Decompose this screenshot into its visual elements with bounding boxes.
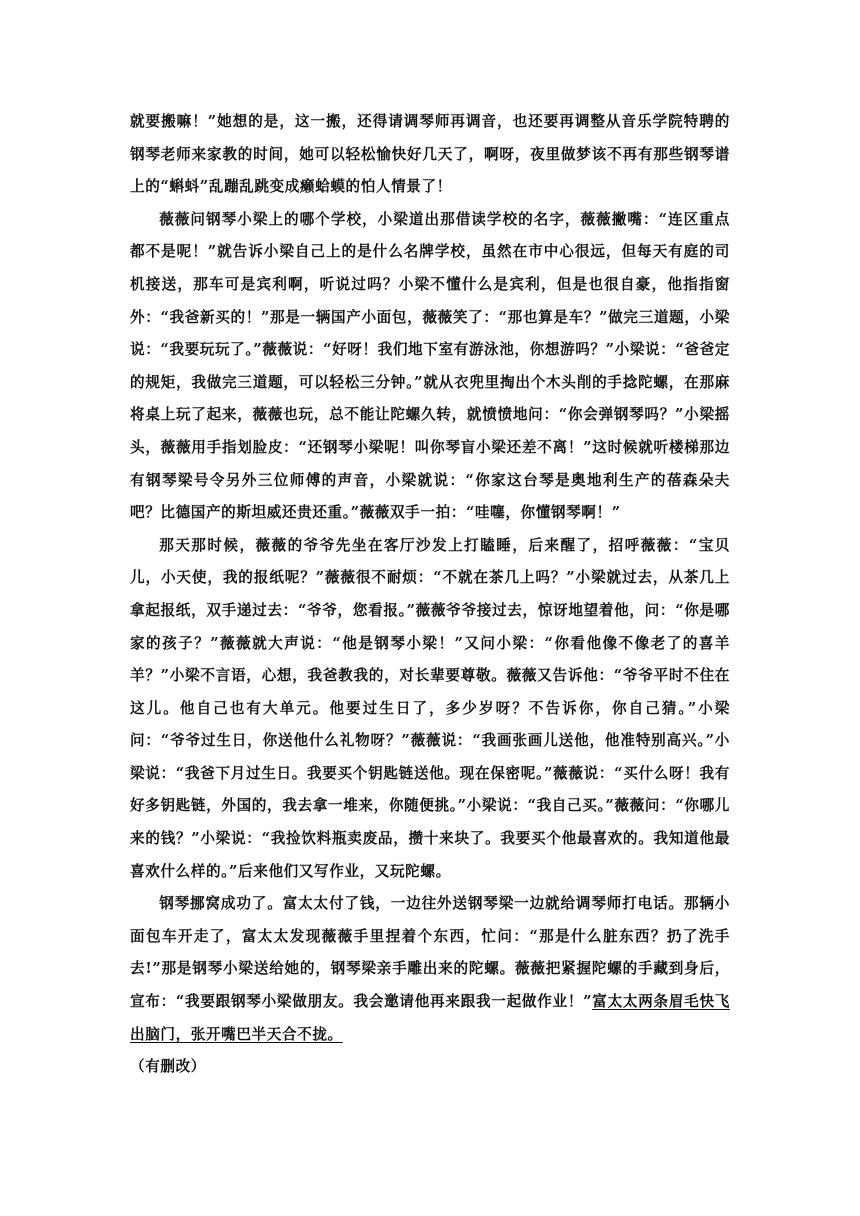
paragraph-2 (130, 204, 730, 530)
paragraph-4-text: 钢琴挪窝成功了。富太太付了钱，一边往外送钢琴梁一边就给调琴师打电话。那辆小面包车开走了，富太太发现薇薇手里捏着个东西，忙问：“那是什么脏东西？扔了洗手去!”那是钢琴小梁送给她的，钢琴梁亲手雕出来的陀螺。薇薇把紧握陀螺的手藏到身后，宣布：“我要跟钢琴小梁做朋友。我会邀请他再来跟我一起做作业！” (130, 895, 730, 1011)
underlined-sentence: 富太太两条眉毛快飞出脑门，张开嘴巴半天合不拢。 (130, 993, 730, 1043)
source-note: （有删改） (130, 1058, 206, 1076)
paragraph-1 (130, 106, 730, 204)
document-page (130, 106, 730, 1084)
paragraph-4 (130, 888, 730, 1051)
paragraph-1-text: 就要搬嘛！”她想的是，这一搬，还得请调琴师再调音，也还要再调整从音乐学院特聘的钢琴老师来家教的时间，她可以轻松愉快好几天了，啊呀，夜里做梦该不再有那些钢琴谱上的“蝌蚪”乱蹦乱跳变成癞蛤蟆的怕人情景了！ (130, 113, 730, 196)
paragraph-3 (130, 530, 730, 889)
paragraph-2-text: 薇薇问钢琴小梁上的哪个学校，小梁道出那借读学校的名字，薇薇撇嘴：“连区重点都不是呢！”就告诉小梁自己上的是什么名牌学校，虽然在市中心很远，但每天有庭的司机接送，那车可是宾利啊，听说过吗？小梁不懂什么是宾利，但是也很自豪，他指指窗外：“我爸新买的！”那是一辆国产小面包，薇薇笑了：“那也算是车？”做完三道题，小梁说：“我要玩玩了。”薇薇说：“好呀！我们地下室有游泳池，你想游吗？”小梁说：“爸爸定的规矩，我做完三道题，可以轻松三分钟。”就从衣兜里掏出个木头削的手捻陀螺，在那麻将桌上玩了起来，薇薇也玩，总不能让陀螺久转，就愤愤地问：“你会弹钢琴吗？”小梁摇头，薇薇用手指划脸皮：“还钢琴小梁呢！叫你琴盲小梁还差不离！”这时候就听楼梯那边有钢琴梁号令另外三位师傅的声音，小梁就说：“你家这台琴是奥地利生产的蓓森朵夫吧？比德国产的斯坦威还贵还重。”薇薇双手一拍：“哇噻，你懂钢琴啊！” (130, 210, 730, 522)
paragraph-3-text: 那天那时候，薇薇的爷爷先坐在客厅沙发上打瞌睡，后来醒了，招呼薇薇：“宝贝儿，小天使，我的报纸呢？”薇薇很不耐烦：“不就在茶几上吗？”小梁就过去，从茶几上拿起报纸，双手递过去：“爷爷，您看报。”薇薇爷爷接过去，惊讶地望着他，问：“你是哪家的孩子？”薇薇就大声说：“他是钢琴小梁！”又问小梁：“你看他像不像老了的喜羊羊？”小梁不言语，心想，我爸教我的，对长辈要尊敬。薇薇又告诉他：“爷爷平时不住在这儿。他自己也有大单元。他要过生日了，多少岁呀？不告诉你，你自己猜。”小梁问：“爷爷过生日，你送他什么礼物呀？”薇薇说：“我画张画儿送他，他准特别高兴。”小梁说：“我爸下月过生日。我要买个钥匙链送他。现在保密呢。”薇薇说：“买什么呀！我有好多钥匙链，外国的，我去拿一堆来，你随便挑。”小梁说：“我自己买。”薇薇问：“你哪儿来的钱？”小梁说：“我捡饮料瓶卖废品，攒十来块了。我要买个他最喜欢的。我知道他最喜欢什么样的。”后来他们又写作业，又玩陀螺。 (130, 536, 730, 880)
